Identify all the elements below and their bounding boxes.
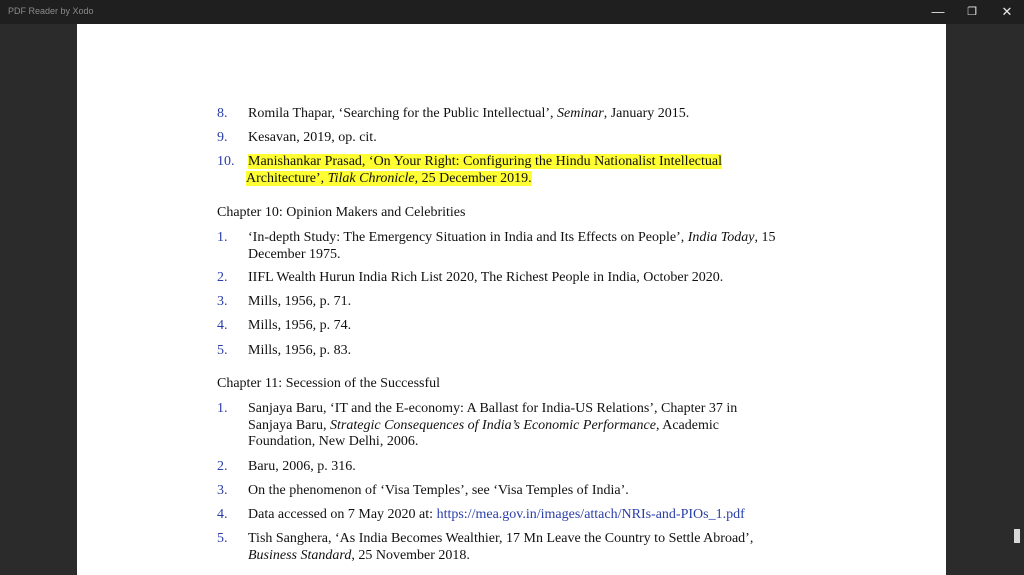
scrollbar-thumb[interactable] <box>1014 529 1020 543</box>
note-number: 8. <box>217 106 228 121</box>
note-number: 5. <box>217 343 228 358</box>
note-number: 5. <box>217 531 228 546</box>
note-text: Tish Sanghera, ‘As India Becomes Wealthier, 17 Mn Leave the Country to Settle Abroad’, Business Standard, 25 November 2018. <box>248 531 754 563</box>
note-text: ‘In-depth Study: The Emergency Situation in India and Its Effects on People’, India Today, 15 December 1975. <box>248 230 776 262</box>
note-text: Baru, 2006, p. 316. <box>248 459 356 474</box>
chapter-heading: Chapter 11: Secession of the Successful <box>217 376 441 391</box>
minimize-icon[interactable]: — <box>931 4 945 19</box>
note-number: 4. <box>217 318 228 333</box>
vertical-scrollbar[interactable] <box>1011 529 1024 575</box>
note-number: 9. <box>217 130 228 145</box>
note-text: IIFL Wealth Hurun India Rich List 2020, The Richest People in India, October 2020. <box>248 270 724 285</box>
note-text: On the phenomenon of ‘Visa Temples’, see ‘Visa Temples of India’. <box>248 483 629 498</box>
document-link[interactable]: https://mea.gov.in/images/attach/NRIs-and-PIOs_1.pdf <box>436 507 745 522</box>
note-number: 1. <box>217 230 228 245</box>
close-icon[interactable]: ✕ <box>1001 4 1013 19</box>
note-number: 3. <box>217 294 228 309</box>
note-number: 3. <box>217 483 228 498</box>
note-text: Sanjaya Baru, ‘IT and the E-economy: A Ballast for India-US Relations’, Chapter 37 in Sanjaya Baru, Strategic Consequences of India’s Economic Performance, Academic Foundation, New Delhi, 2006. <box>248 401 738 449</box>
note-text: Mills, 1956, p. 71. <box>248 294 352 309</box>
note-text: Kesavan, 2019, op. cit. <box>248 130 377 145</box>
chapter-heading: Chapter 10: Opinion Makers and Celebrities <box>217 205 466 220</box>
note-text: Mills, 1956, p. 83. <box>248 343 352 358</box>
note-text: Data accessed on 7 May 2020 at: https://mea.gov.in/images/attach/NRIs-and-PIOs_1.pdf <box>248 507 745 522</box>
note-number: 2. <box>217 459 228 474</box>
note-text: Romila Thapar, ‘Searching for the Public Intellectual’, Seminar, January 2015. <box>248 106 690 121</box>
document-viewer[interactable] <box>0 24 1024 575</box>
note-number: 10. <box>217 154 235 169</box>
note-number: 1. <box>217 401 228 416</box>
highlighted-note-text[interactable]: Manishankar Prasad, ‘On Your Right: Configuring the Hindu Nationalist Intellectual Architecture’, Tilak Chronicle, 25 December 2019. <box>246 154 722 186</box>
title-bar <box>0 0 1024 24</box>
maximize-icon[interactable]: ❐ <box>967 6 977 18</box>
note-text: Mills, 1956, p. 74. <box>248 318 352 333</box>
pdf-page[interactable] <box>77 24 946 575</box>
window-title: PDF Reader by Xodo <box>8 6 94 16</box>
note-number: 4. <box>217 507 228 522</box>
note-number: 2. <box>217 270 228 285</box>
